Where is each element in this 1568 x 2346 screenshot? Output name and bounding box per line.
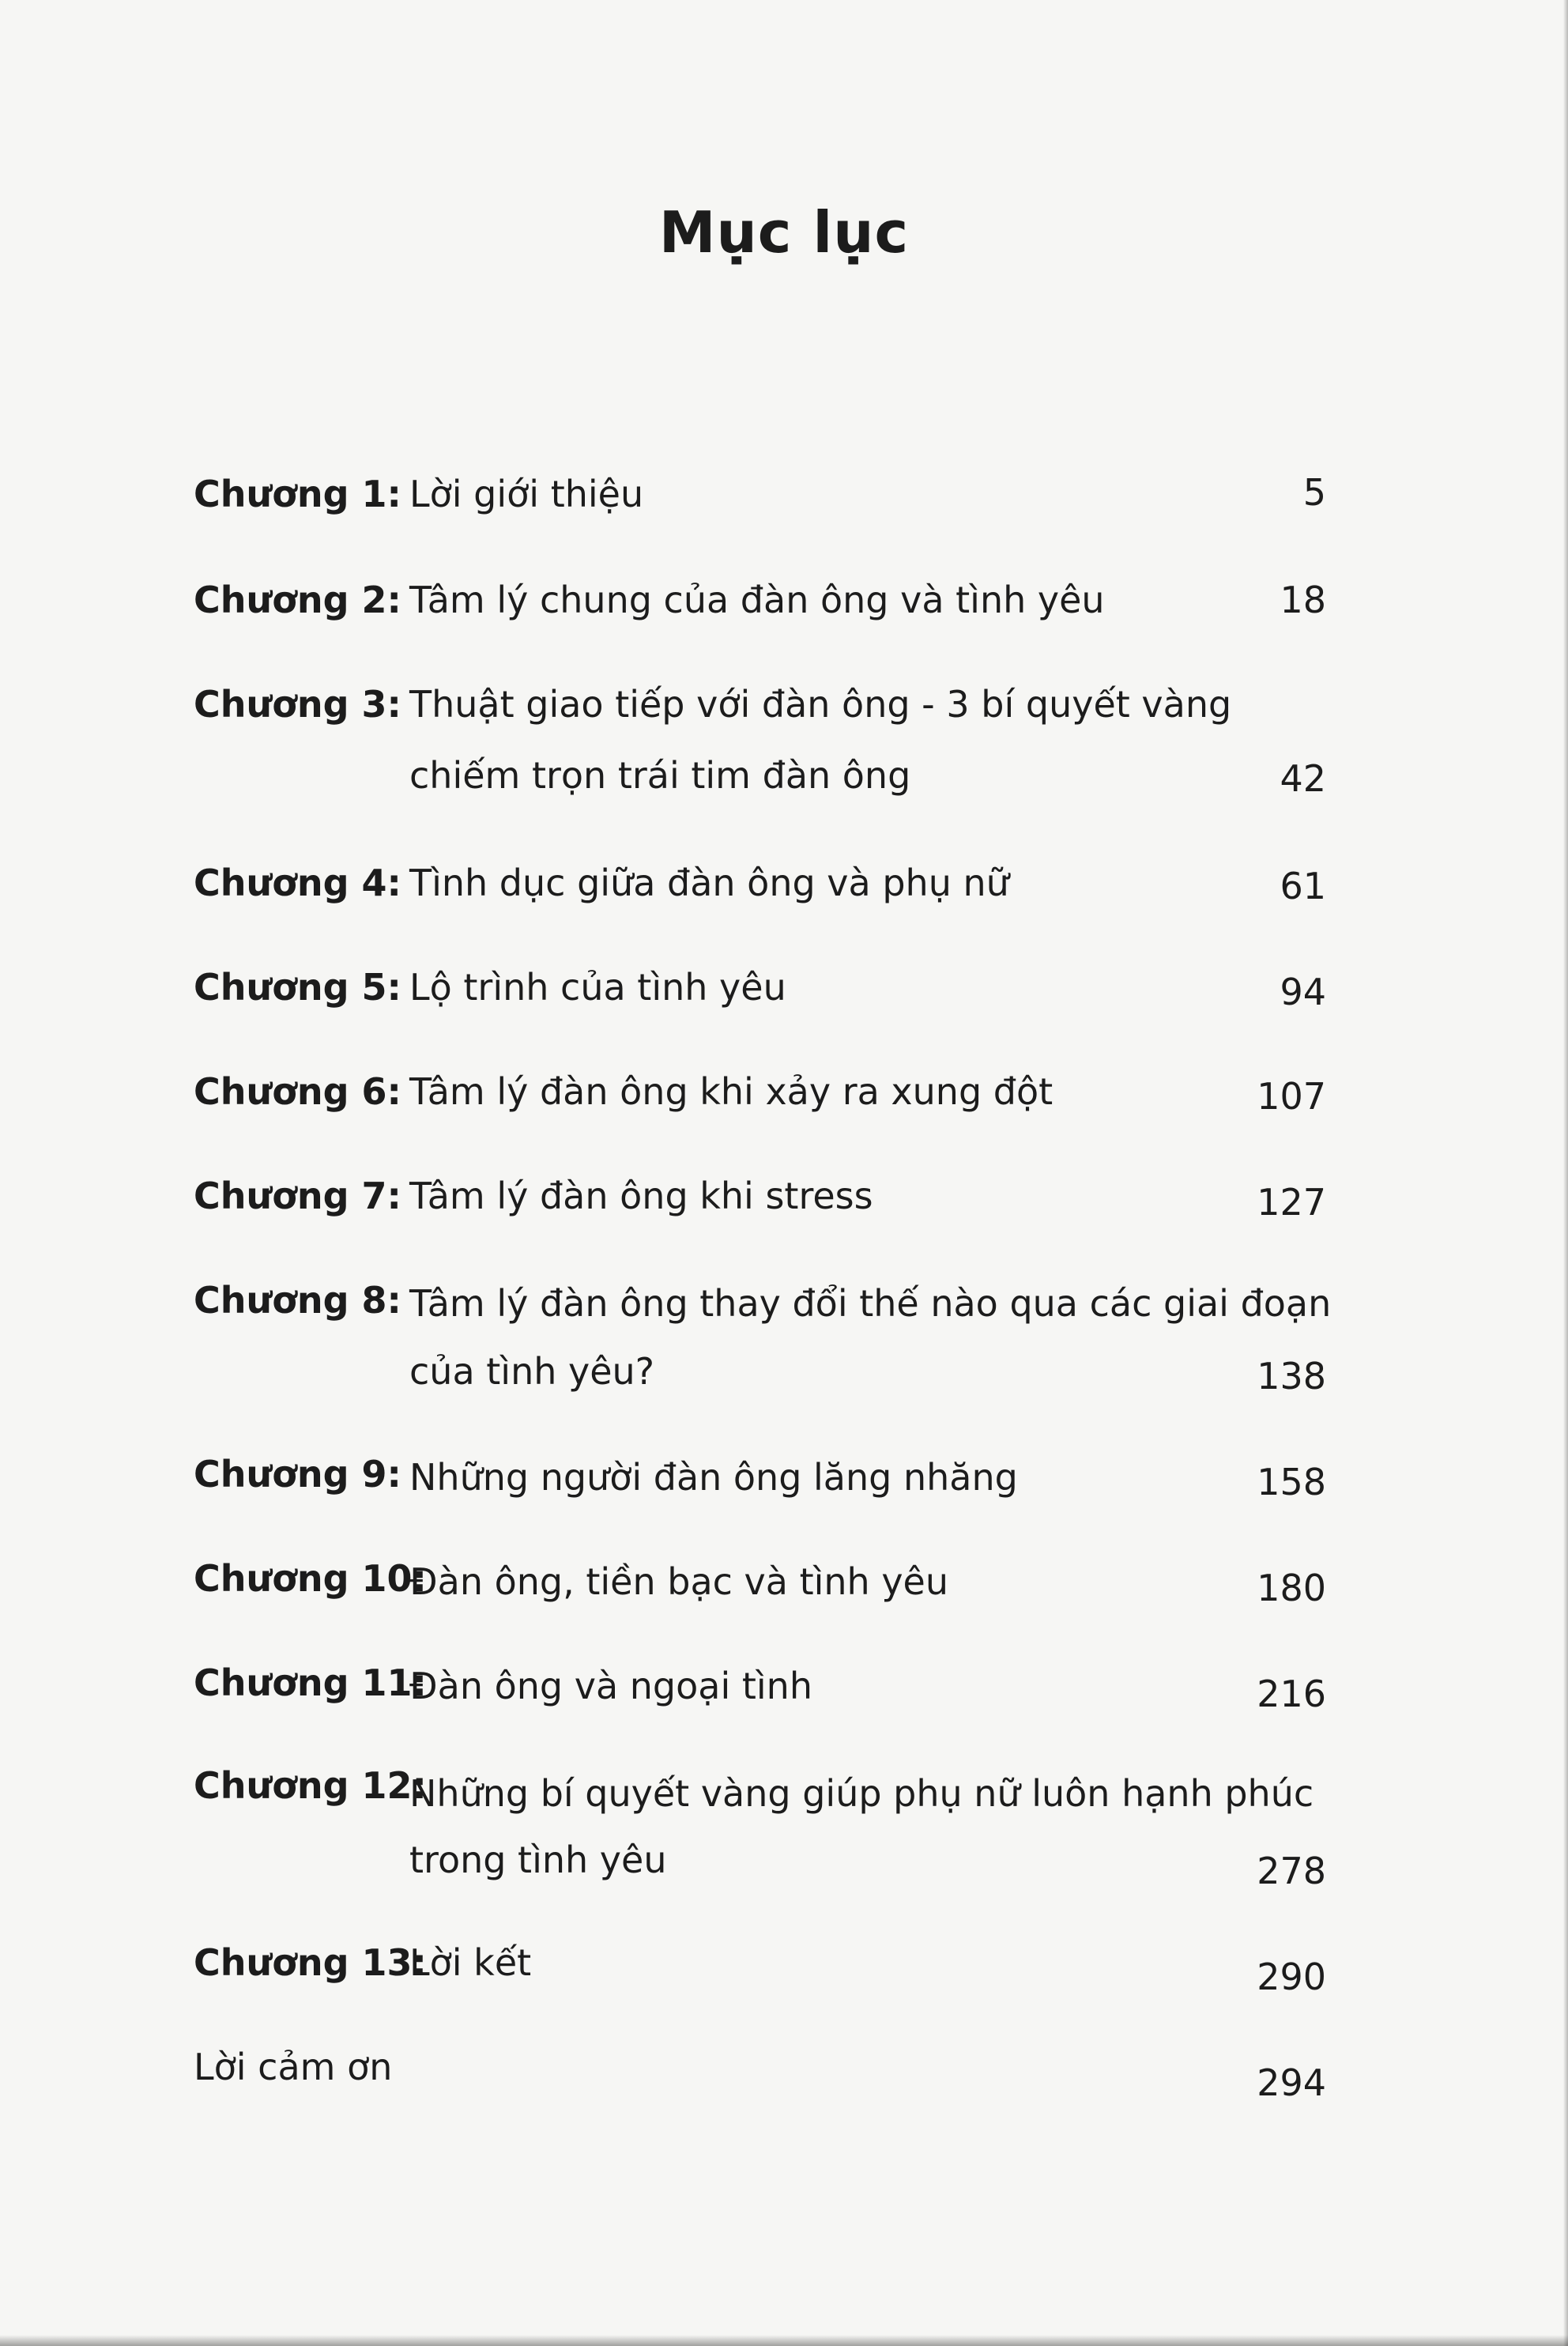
chapter-3-page: 42 [1280, 757, 1326, 800]
chapter-1-page: 5 [1302, 471, 1326, 514]
chapter-2-label: Chương 2: [194, 579, 401, 621]
page-edge-shadow [1563, 0, 1568, 2346]
chapter-2-page: 18 [1280, 579, 1326, 621]
chapter-9-page: 158 [1257, 1461, 1326, 1503]
chapter-5-title: Lộ trình của tình yêu [409, 966, 786, 1009]
chapter-1-title: Lời giới thiệu [409, 473, 644, 515]
chapter-9-label: Chương 9: [194, 1453, 401, 1495]
chapter-8-title-line-2: của tình yêu? [409, 1350, 655, 1393]
chapter-8-title-line-1: Tâm lý đàn ông thay đổi thế nào qua các giai đoạn [409, 1282, 1332, 1325]
chapter-11-label: Chương 11: [194, 1661, 427, 1704]
chapter-3-label: Chương 3: [194, 683, 401, 726]
chapter-6-title: Tâm lý đàn ông khi xảy ra xung đột [409, 1070, 1054, 1113]
acknowledgement-title: Lời cảm ơn [194, 2046, 393, 2088]
chapter-7-label: Chương 7: [194, 1175, 401, 1217]
chapter-10-page: 180 [1257, 1567, 1326, 1609]
chapter-5-page: 94 [1280, 971, 1326, 1013]
chapter-12-page: 278 [1257, 1850, 1326, 1892]
chapter-1-label: Chương 1: [194, 473, 401, 515]
chapter-11-page: 216 [1257, 1673, 1326, 1715]
chapter-11-title: Đàn ông và ngoại tình [409, 1665, 812, 1707]
chapter-8-label: Chương 8: [194, 1279, 401, 1322]
page-title: Mục lục [658, 199, 910, 266]
chapter-12-title-line-2: trong tình yêu [409, 1839, 667, 1881]
chapter-13-title: Lời kết [409, 1941, 532, 1984]
chapter-4-label: Chương 4: [194, 862, 401, 904]
chapter-4-page: 61 [1280, 865, 1326, 907]
chapter-12-title-line-1: Những bí quyết vàng giúp phụ nữ luôn hạnh phúc [409, 1772, 1314, 1815]
chapter-10-label: Chương 10: [194, 1557, 427, 1600]
page-bottom-shadow [0, 2335, 1568, 2346]
chapter-10-title: Đàn ông, tiền bạc và tình yêu [409, 1560, 949, 1603]
chapter-7-page: 127 [1257, 1181, 1326, 1224]
chapter-3-title-line-2: chiếm trọn trái tim đàn ông [409, 754, 911, 797]
chapter-4-title: Tình dục giữa đàn ông và phụ nữ [409, 862, 1009, 904]
chapter-8-page: 138 [1257, 1355, 1326, 1397]
chapter-13-label: Chương 13: [194, 1941, 427, 1984]
chapter-5-label: Chương 5: [194, 966, 401, 1009]
chapter-9-title: Những người đàn ông lăng nhăng [409, 1456, 1018, 1499]
chapter-3-title-line-1: Thuật giao tiếp với đàn ông - 3 bí quyết vàng [409, 683, 1232, 726]
chapter-6-page: 107 [1257, 1075, 1326, 1118]
chapter-13-page: 290 [1257, 1956, 1326, 1998]
chapter-7-title: Tâm lý đàn ông khi stress [409, 1175, 873, 1217]
acknowledgement-page: 294 [1257, 2061, 1326, 2104]
chapter-12-label: Chương 12: [194, 1764, 427, 1807]
chapter-2-title: Tâm lý chung của đàn ông và tình yêu [409, 579, 1105, 621]
chapter-6-label: Chương 6: [194, 1070, 401, 1113]
